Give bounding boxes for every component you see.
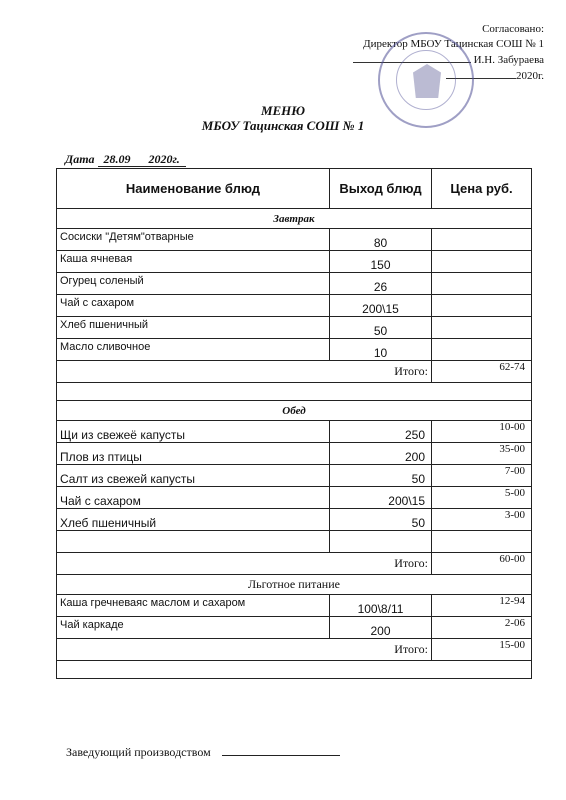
table-row: Щи из свежеё капусты 250 10-00: [57, 421, 532, 443]
total-lunch: 60-00: [432, 553, 532, 575]
table-row: Масло сливочное 10: [57, 339, 532, 361]
table-row: Хлеб пшеничный 50 3-00: [57, 509, 532, 531]
total-row: Итого: 15-00: [57, 639, 532, 661]
total-row: Итого: 60-00: [57, 553, 532, 575]
table-row: Чай с сахаром 200\15 5-00: [57, 487, 532, 509]
empty-cell: [57, 531, 330, 553]
date-year: 2020г.: [148, 152, 180, 166]
total-benefit: 15-00: [432, 639, 532, 661]
table-row: Сосиски "Детям"отварные 80: [57, 229, 532, 251]
approval-year: 2020г.: [515, 70, 544, 82]
signature-label: Заведующий производством: [66, 745, 211, 759]
date-label: Дата: [65, 152, 95, 166]
table-row: Огурец соленый 26: [57, 273, 532, 295]
section-lunch: Обед: [57, 401, 532, 421]
school-name: МБОУ Тацинская СОШ № 1: [201, 118, 365, 133]
approval-heading: Согласовано:: [482, 23, 544, 35]
table-row: Салт из свежей капусты 50 7-00: [57, 465, 532, 487]
table-row: Хлеб пшеничный 50: [57, 317, 532, 339]
approval-director: Директор МБОУ Тацинская СОШ № 1: [363, 38, 544, 50]
column-header-output: Выход блюд: [330, 169, 432, 209]
signature-line: [222, 745, 340, 756]
total-row: Итого: 62-74: [57, 361, 532, 383]
date-value: 28.09: [103, 152, 131, 166]
section-breakfast: Завтрак: [57, 209, 532, 229]
page-title: МЕНЮ: [260, 103, 306, 118]
table-row: Плов из птицы 200 35-00: [57, 443, 532, 465]
table-header-row: [57, 169, 532, 209]
spacer-row: [57, 661, 532, 679]
footer-signature: [66, 745, 340, 760]
total-breakfast: 62-74: [432, 361, 532, 383]
table-row: Чай с сахаром 200\15: [57, 295, 532, 317]
table-row: Чай каркаде 200 2-06: [57, 617, 532, 639]
approval-name: И.Н. Забураева: [473, 54, 544, 66]
column-header-name: Наименование блюд: [57, 169, 330, 209]
date-row: [65, 152, 186, 167]
spacer-row: [57, 383, 532, 401]
menu-table: [56, 168, 532, 679]
column-header-price: Цена руб.: [432, 169, 532, 209]
table-row: Каша ячневая 150: [57, 251, 532, 273]
section-benefit: Льготное питание: [57, 575, 532, 595]
table-row: Каша гречневаяс маслом и сахаром 100\8/11 12-94: [57, 595, 532, 617]
